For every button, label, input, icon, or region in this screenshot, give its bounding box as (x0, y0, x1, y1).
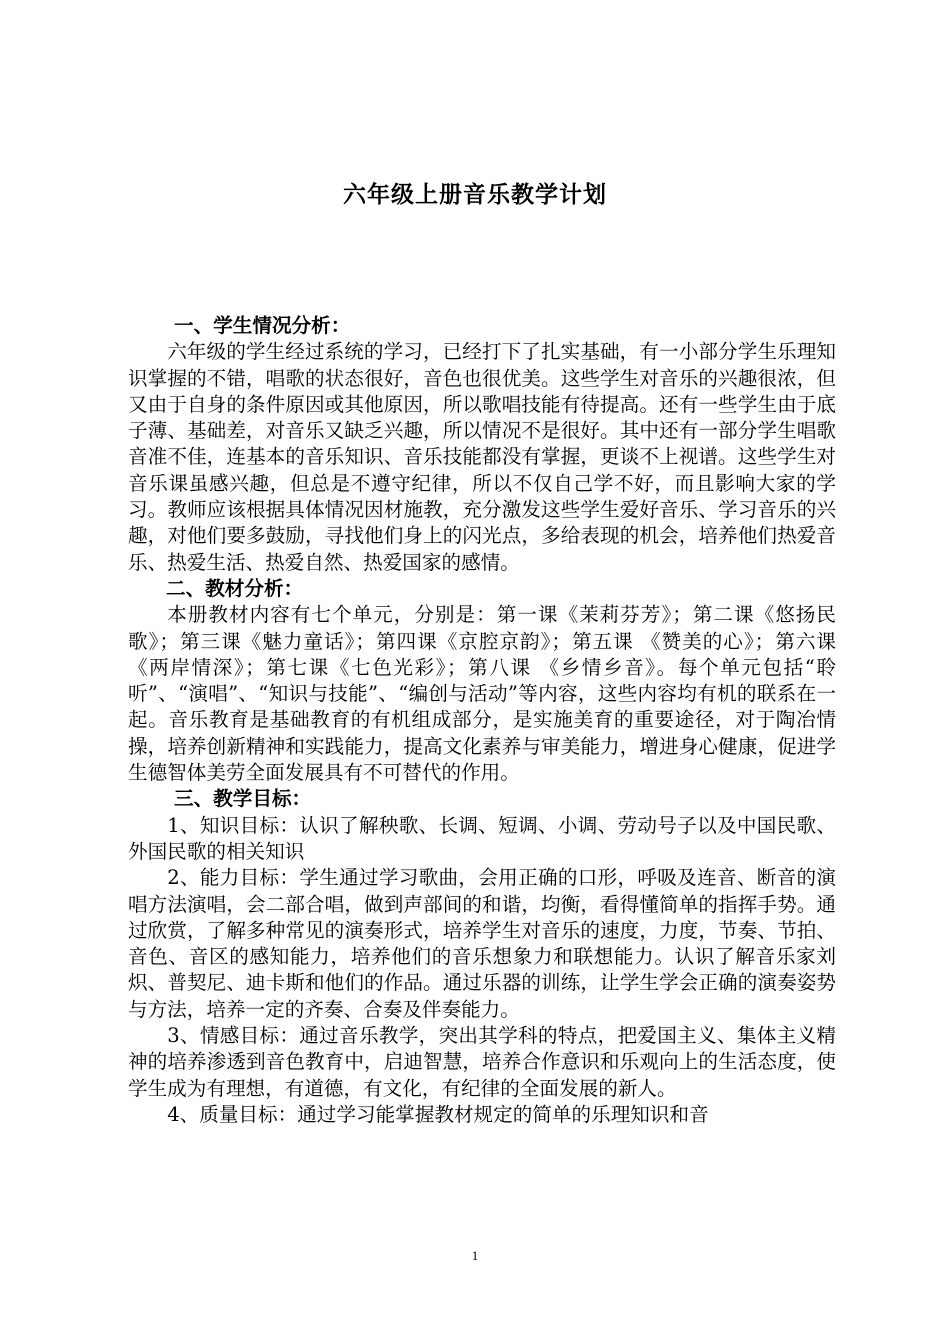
paragraph-quality-goal: 4、质量目标：通过学习能掌握教材规定的简单的乐理知识和音 (167, 1102, 709, 1126)
paragraph-emotion-goal: 3、情感目标：通过音乐教学，突出其学科的特点，把爱国主义、集体主义精神的培养渗透到音色教育中，启迪智慧，培养合作意识和乐观向上的生活态度，使学生成为有理想，有道德，有文化，有纪律的全面发展的新人。 (128, 1024, 836, 1100)
document-title: 六年级上册音乐教学计划 (343, 181, 607, 208)
paragraph-student-analysis: 六年级的学生经过系统的学习，已经打下了扎实基础，有一小部分学生乐理知识掌握的不错，唱歌的状态很好，音色也很优美。这些学生对音乐的兴趣很浓，但又由于自身的条件原因或其他原因，所以歌唱技能有待提高。还有一些学生由于底子薄、基础差，对音乐又缺乏兴趣，所以情况不是很好。其中还有一部分学生唱歌音准不佳，连基本的音乐知识、音乐技能都没有掌握，更谈不上视谱。这些学生对音乐课虽感兴趣，但总是不遵守纪律，所以不仅自己学不好，而且影响大家的学习。教师应该根据具体情况因材施教，充分激发这些学生爱好音乐、学习音乐的兴趣，对他们要多鼓励，寻找他们身上的闪光点，多给表现的机会，培养他们热爱音乐、热爱生活、热爱自然、热爱国家的感情。 (128, 340, 836, 574)
section-heading-teaching-goals: 三、教学目标： (174, 787, 312, 811)
document-body (128, 313, 836, 1128)
section-heading-textbook-analysis: 二、教材分析： (166, 576, 304, 600)
paragraph-knowledge-goal: 1、知识目标：认识了解秧歌、长调、短调、小调、劳动号子以及中国民歌、外国民歌的相关知识 (128, 813, 836, 863)
section-heading-student-analysis: 一、学生情况分析： (174, 314, 351, 337)
paragraph-textbook-analysis: 本册教材内容有七个单元，分别是：第一课《茉莉芬芳》；第二课《悠扬民歌》；第三课《魅力童话》；第四课《京腔京韵》；第五课 《赞美的心》；第六课 《两岸情深》；第七课《七色光彩》；第八课 《乡情乡音》。每个单元包括“聆听”、“演唱”、“知识与技能”、“编创与活动”等内容，这些内容均有机的联系在一起。音乐教育是基础教育的有机组成部分，是实施美育的重要途径，对于陶冶情操，培养创新精神和实践能力，提高文化素养与审美能力，增进身心健康，促进学生德智体美劳全面发展具有不可替代的作用。 (128, 603, 836, 785)
page-number: 1 (471, 1248, 479, 1263)
paragraph-ability-goal: 2、能力目标：学生通过学习歌曲，会用正确的口形，呼吸及连音、断音的演唱方法演唱，会二部合唱，做到声部间的和谐，均衡，看得懂简单的指挥手势。通过欣赏，了解多种常见的演奏形式，培养学生对音乐的速度，力度，节奏、节拍、音色、音区的感知能力，培养他们的音乐想象力和联想能力。认识了解音乐家刘炽、普契尼、迪卡斯和他们的作品。通过乐器的训练，让学生学会正确的演奏姿势与方法，培养一定的齐奏、合奏及伴奏能力。 (128, 866, 836, 1021)
